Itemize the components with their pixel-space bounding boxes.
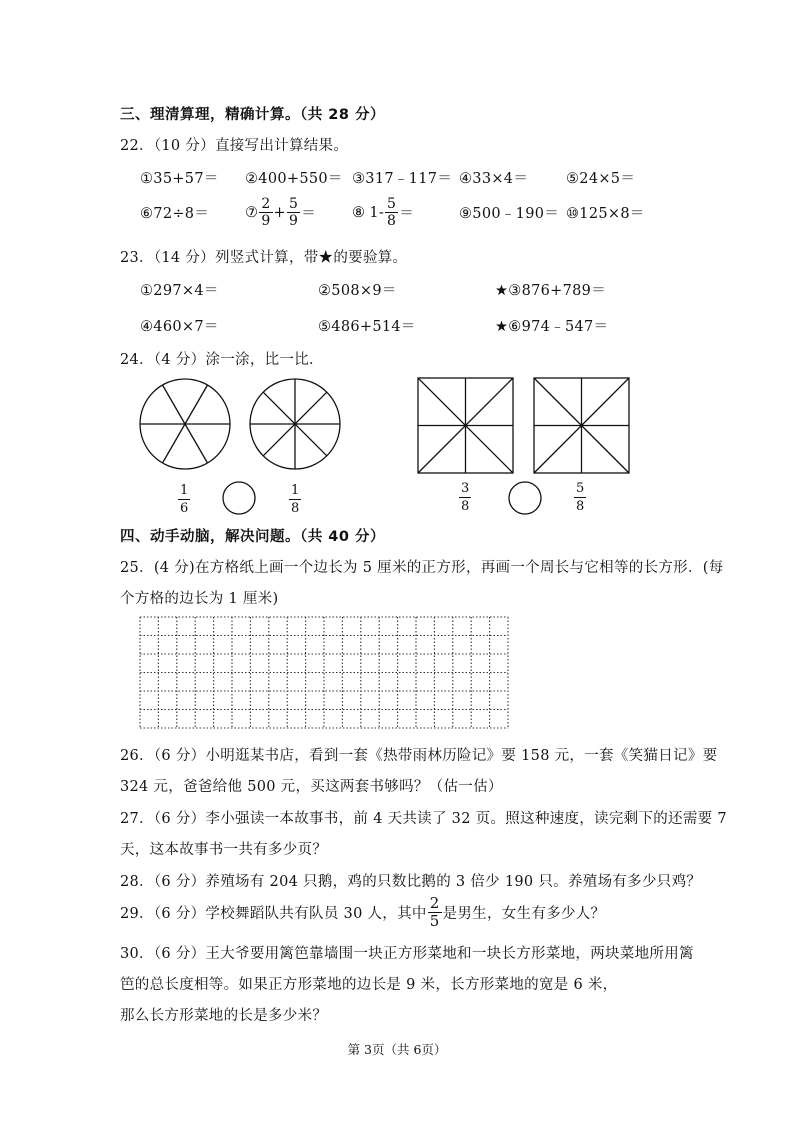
q23-item-5: ⑤486+514＝ (318, 319, 416, 335)
q23-header: 23．（14 分）列竖式计算，带★的要验算。 (120, 250, 408, 266)
q30-line-1: 30．（6 分）王大爷要用篱笆靠墙围一块正方形菜地和一块长方形菜地，两块菜地所用篱 (120, 946, 694, 962)
q26-line-2: 324 元，爸爸给他 500 元，买这两套书够吗？（估一估） (120, 779, 503, 795)
q23-item-3: ★③876+789＝ (495, 283, 606, 299)
q30-line-2: 笆的总长度相等。如果正方形菜地的边长是 9 米，长方形菜地的宽是 6 米， (120, 977, 618, 993)
q22-item-6: ⑥72÷8＝ (140, 206, 210, 222)
q29-fraction: $\frac{2}{5}$ (429, 894, 440, 930)
q22-item-1: ①35+57＝ (140, 171, 219, 187)
q23-item-1: ①297×4＝ (140, 283, 219, 299)
q24-fraction-1: $\frac{1}{6}$ (180, 483, 189, 516)
q28-line-1: 28．（6 分）养殖场有 204 只鹅，鸡的只数比鹅的 3 倍少 190 只。养殖场有多少只鸡？ (120, 874, 702, 890)
page-footer: 第 3页（共 6页） (347, 1042, 447, 1057)
q25-line-1: 25．(4 分)在方格纸上画一个边长为 5 厘米的正方形，再画一个周长与它相等的长方形．(每 (120, 560, 724, 576)
q30-line-3: 那么长方形菜地的长是多少米？ (120, 1008, 328, 1024)
section-4-title: 四、动手动脑，解决问题。（共 40 分） (120, 529, 386, 545)
q25-line-2: 个方格的边长为 1 厘米) (120, 591, 279, 607)
q22-item-2: ②400+550＝ (245, 171, 343, 187)
q23-item-4: ④460×7＝ (140, 319, 219, 335)
q29-line-1: 29．（6 分）学校舞蹈队共有队员 30 人，其中 $\frac{2}{5}$ 是男生，女生有多少人？ (120, 894, 606, 930)
q22-item-3: ③317﹣117＝ (352, 171, 453, 187)
q23-item-6: ★⑥974﹣547＝ (495, 319, 609, 335)
q24-fraction-4: $\frac{5}{8}$ (576, 481, 585, 514)
q22-item-10: ⑩125×8＝ (566, 206, 645, 222)
section-3-title: 三、理清算理，精确计算。（共 28 分） (120, 107, 386, 123)
q22-item-5: ⑤24×5＝ (566, 171, 636, 187)
q22-item-8: ⑧ 1- $\frac{5}{8}$ ＝ (352, 196, 415, 229)
q26-line-1: 26．（6 分）小明逛某书店，看到一套《热带雨林历险记》要 158 元，一套《笑猫日记》要 (120, 748, 718, 764)
q22-item-7-fraction-1: $\frac{2}{9}$ (261, 196, 271, 229)
q27-line-2: 天，这本故事书一共有多少页？ (120, 842, 328, 858)
q24-fraction-2: $\frac{1}{8}$ (291, 483, 300, 516)
q22-item-8-fraction: $\frac{5}{8}$ (387, 196, 397, 229)
q27-line-1: 27．（6 分）李小强读一本故事书，前 4 天共读了 32 页。照这种速度，读完剩下的还需要 7 (120, 811, 727, 827)
q22-item-4: ④33×4＝ (459, 171, 529, 187)
q22-item-7-fraction-2: $\frac{5}{9}$ (288, 196, 299, 229)
q23-item-2: ②508×9＝ (318, 283, 397, 299)
q22-header: 22．（10 分）直接写出计算结果。 (120, 138, 349, 154)
q24-header: 24．（4 分）涂一涂，比一比． (120, 352, 324, 368)
q22-item-9: ⑨500﹣190＝ (459, 206, 560, 222)
q24-fraction-3: $\frac{3}{8}$ (461, 481, 470, 514)
q22-item-7: ⑦ $\frac{2}{9}$ + $\frac{5}{9}$ ＝ (245, 196, 317, 229)
